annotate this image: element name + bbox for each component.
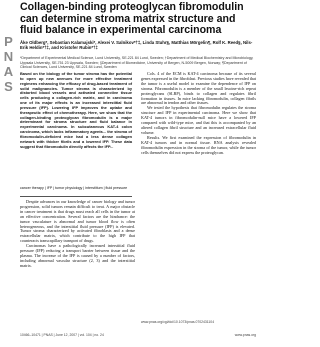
section-divider	[20, 196, 132, 197]
pnas-logo	[2, 34, 15, 94]
body-paragraph: Cols. 4 of the ECM is KAT-4 carcinoma because of its several genes expressed in the fibroblast. Previous studies have revealed that the tumor is a useful model to examine the dependence of IFP on stroma. Fibromodulin is a member of the small leucine-rich repeat proteoglycans (SLRP), binds to collagen and regulates fibril formation in tissues. In mice lacking fibromodulin, collagen fibrils are abnormal in tendon and other tissues.	[141, 71, 256, 106]
footer-site-link[interactable]: www.pnas.org	[234, 333, 256, 337]
article-title: Collagen-binding proteoglycan fibromodulin can determine stroma matrix structure and fluid balance in experimental carcinoma	[20, 1, 244, 36]
footer-citation: 10466–10471 | PNAS | June 12, 2007 | vol. 104 | no. 24	[20, 333, 104, 337]
body-paragraph: We tested the hypothesis that fibromodulin regulates the stroma structure and IFP in experimental carcinoma. Here we show that KAT-4 tumors in fibromodulin-null mice have a lowered IFP compared with wild-type mice, and that this is accompanied by an altered collagen fibril structure and an increased extracellular fluid volume.	[141, 105, 256, 135]
abstract: Based on the biology of the tumor stroma has the potential to open up new avenues for more effective treatment regimens enhancing the efficacy of drug-based treatment of solid malignancies. Tumor stroma is characterized by distorted blood vessels and activated connective tissue cells producing a collagen-rich matrix, and in carcinoma one of its major effects is an increased interstitial fluid pressure (IFP). Lowering IFP improves the uptake and therapeutic effect of chemotherapy. Here, we show that the collagen-binding proteoglycan fibromodulin is a major determinant for stroma structure and fluid balance in experimental carcinoma. In subcutaneous KAT-4 colon carcinoma, which lacks inflammatory agents... the stroma of fibromodulin-deficient mice had a less dense collagen network with thicker fibrils and a lowered IFP. These data suggest that fibromodulin directly affects the IFP...	[20, 71, 132, 149]
logo-letter: A	[3, 64, 14, 79]
body-paragraph: Results. We first examined the expression of fibromodulin in KAT-4 tumors and in normal tissue. RNA analysis revealed fibromodulin expression in the stroma of the tumor, while the tumor cells themselves did not express the proteoglycan.	[141, 134, 256, 155]
page-footer	[20, 333, 256, 337]
author-list: Åke Oldberg*, Sebastian Kalamajski*, Alexei V. Salnikov*†‡, Linda Stuhr§, Matthias Mörgelin¶, Rolf K. Reed§, Nils-Erik Heldin*†‡, and Kristofer Rubin*†‡	[20, 40, 253, 51]
body-column-right	[141, 72, 256, 155]
doi-link[interactable]: www.pnas.org/cgi/doi/10.1073/pnas.0702431104	[141, 320, 215, 324]
body-paragraph: Carcinomas have a pathologically increased interstitial fluid pressure (IFP) reducing a transport barrier between tissue and the plasma. The increase of the IFP is caused by a number of factors, including abnormal vascular structure (2, 3) and the interstitial matrix.	[20, 243, 135, 268]
logo-letter: P	[4, 34, 13, 49]
logo-letter: S	[4, 79, 13, 94]
logo-letter: N	[3, 49, 14, 64]
affiliations: *Department of Experimental Medical Science, Lund University, SE-221 84 Lund, Sweden; †Department of Medical Biochemistry and Microbiology, Uppsala University, SE-751 23 Uppsala, Sweden; §Department of Biomedicine, University of Bergen, N-5009 Bergen, Norway; ¶Department of Clinical Sciences, Lund University, SE-221 84 Lund, Sweden	[20, 56, 254, 69]
journal-sidebar	[0, 0, 16, 347]
keywords: cancer therapy | IFP | tumor physiology | interstitium | fluid pressure	[20, 186, 128, 190]
body-column-left	[20, 200, 135, 269]
body-paragraph: Despite advances in our knowledge of cancer biology and tumor progression, solid tumors remain difficult to treat. A major obstacle in cancer treatment is that drugs must reach all cells in the tumor at an effective concentration. Several factors are the hindrance: the tumor vasculature is abnormal and tumor blood flow is often heterogeneous, and the interstitial fluid pressure (IFP) is elevated. Tumor stroma characterized by activated fibroblasts and a dense extracellular matrix, which contribute to the high IFP that counteracts transcapillary transport of drugs.	[20, 199, 135, 244]
